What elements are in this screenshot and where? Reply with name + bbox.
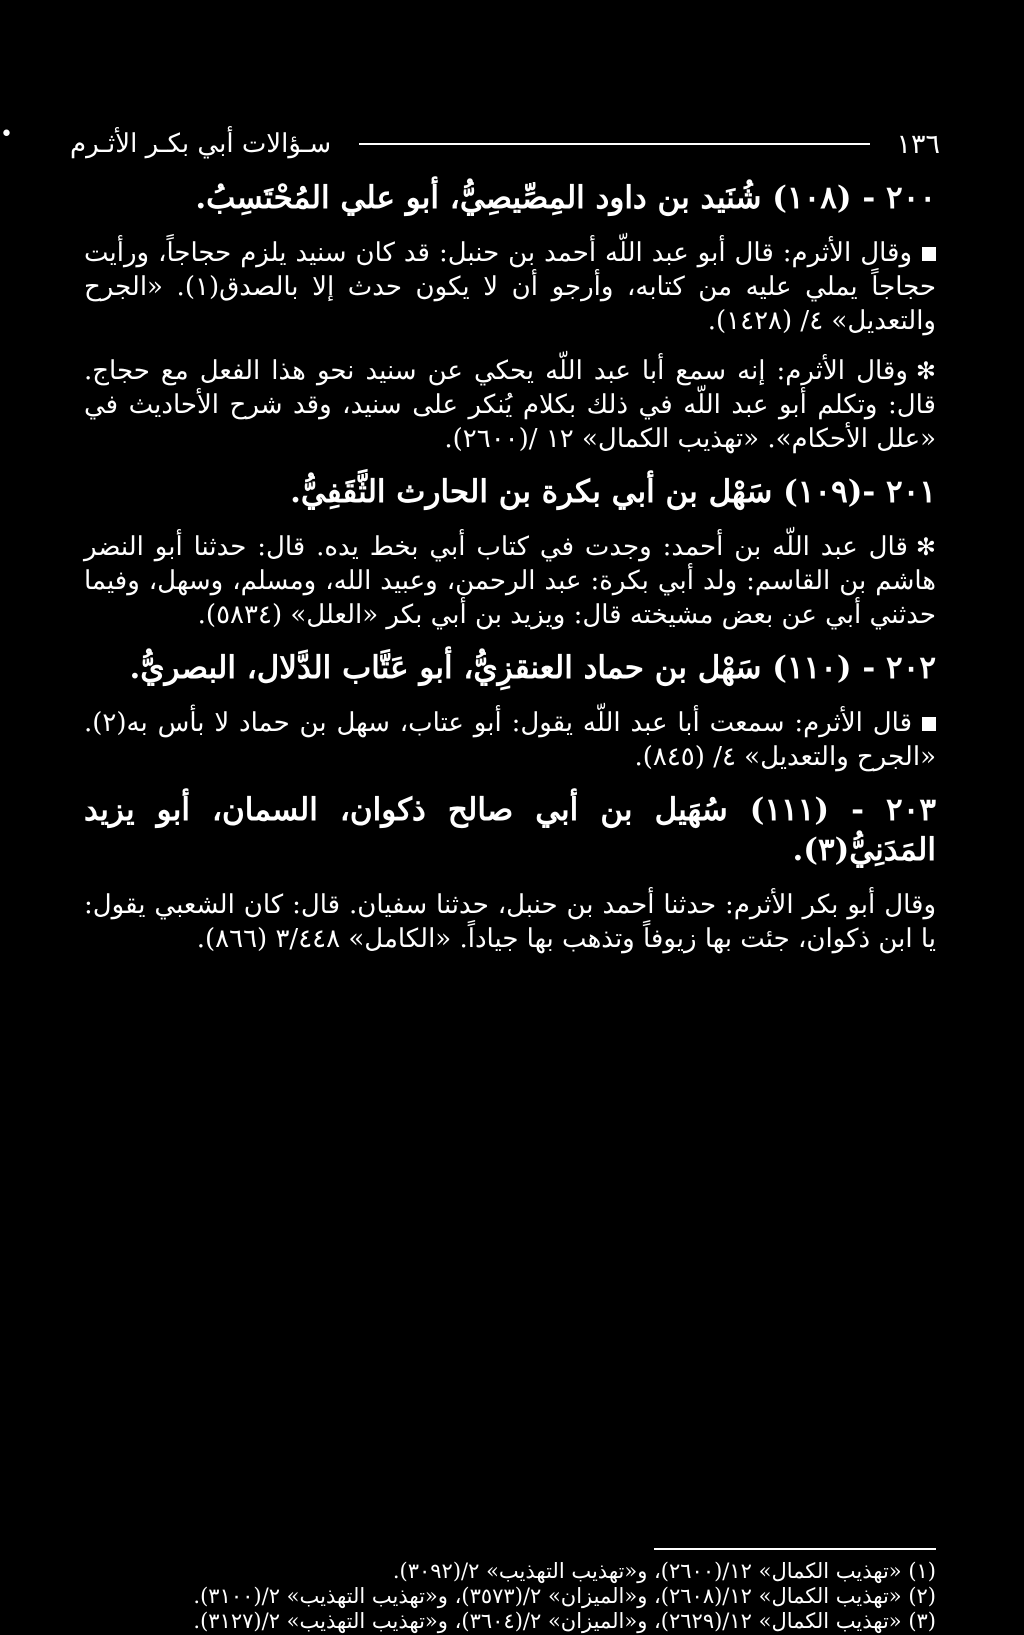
paragraph [84,236,936,338]
square-bullet-icon [922,717,936,731]
footnotes [76,1560,936,1635]
paragraph-text: وقال أبو بكر الأثرم: حدثنا أحمد بن حنبل، حدثنا سفيان. قال: كان الشعبي يقول: يا ابن ذكوان، جئت بها زيوفاً وتذهب بها جياداً. «الكامل» ٣/٤٤٨ (٨٦٦). [84,890,936,954]
entry-heading: ٢٠٣ - (١١١) سُهَيل بن أبي صالح ذكوان، السمان، أبو يزيد المَدَنِيُّ(٣). [84,792,936,868]
square-bullet-icon [922,247,936,261]
footnote: (١) «تهذيب الكمال» ١٢/(٢٦٠٠)، و«تهذيب التهذيب» ٢/(٣٠٩٢). [392,1559,936,1583]
entry-heading: ٢٠٢ - (١١٠) سَهْل بن حماد العنقزِيُّ، أبو عَتَّاب الدَّلال، البصريُّ. [129,650,936,686]
running-header [70,124,940,164]
paragraph [84,706,936,774]
footnote: (٣) «تهذيب الكمال» ١٢/(٢٦٢٩)، و«الميزان» ٢/(٣٦٠٤)، و«تهذيب التهذيب» ٢/(٣١٢٧). [193,1609,936,1633]
footnote-rule [654,1548,936,1550]
main-text [84,178,936,972]
paragraph [84,530,936,632]
entry-heading: ٢٠١ -(١٠٩) سَهْل بن أبي بكرة بن الحارث الثَّقَفِيُّ. [290,474,936,510]
paragraph-text: وقال الأثرم: إنه سمع أبا عبد اللّه يحكي عن سنيد نحو هذا الفعل مع حجاج. قال: وتكلم أبو عبد اللّه في ذلك بكلام يُنكر على سنيد، وقد شرح الأحاديث في «علل الأحكام». «تهذيب الكمال» ١٢ /(٢٦٠٠). [84,356,936,454]
paragraph-text: قال الأثرم: سمعت أبا عبد اللّه يقول: أبو عتاب، سهل بن حماد لا بأس به(٢). «الجرح والتعديل» ٤/ (٨٤٥). [84,708,936,772]
entry-heading: ٢٠٠ - (١٠٨) شُنَيد بن داود المِصِّيصِيُّ، أبو علي المُحْتَسِبُ. [195,180,936,216]
running-title: سـؤالات أبي بكـر الأثـرم [70,129,332,159]
paragraph [84,888,936,956]
margin-dot: • [0,122,13,147]
paragraph-text: قال عبد اللّه بن أحمد: وجدت في كتاب أبي بخط يده. قال: حدثنا أبو النضر هاشم بن القاسم: ولد أبي بكرة: عبد الرحمن، وعبيد الله، ومسلم، وسهل، وفيما حدثني أبي عن بعض مشيخته قال: ويزيد بن أبي بكر «العلل» (٥٨٣٤). [84,532,936,630]
paragraph [84,354,936,456]
asterisk-icon: ✻ [915,357,936,385]
page-number: ١٣٦ [896,128,940,160]
asterisk-icon: ✻ [915,533,936,561]
footnote: (٢) «تهذيب الكمال» ١٢/(٢٦٠٨)، و«الميزان» ٢/(٣٥٧٣)، و«تهذيب التهذيب» ٢/(٣١٠٠). [193,1584,936,1608]
paragraph-text: وقال الأثرم: قال أبو عبد اللّه أحمد بن حنبل: قد كان سنيد يلزم حجاجاً، ورأيت حجاجاً يملي عليه من كتابه، وأرجو أن لا يكون حدث إلا بالصدق(١). «الجرح والتعديل» ٤/ (١٤٢٨). [84,238,936,336]
header-rule [359,143,870,145]
